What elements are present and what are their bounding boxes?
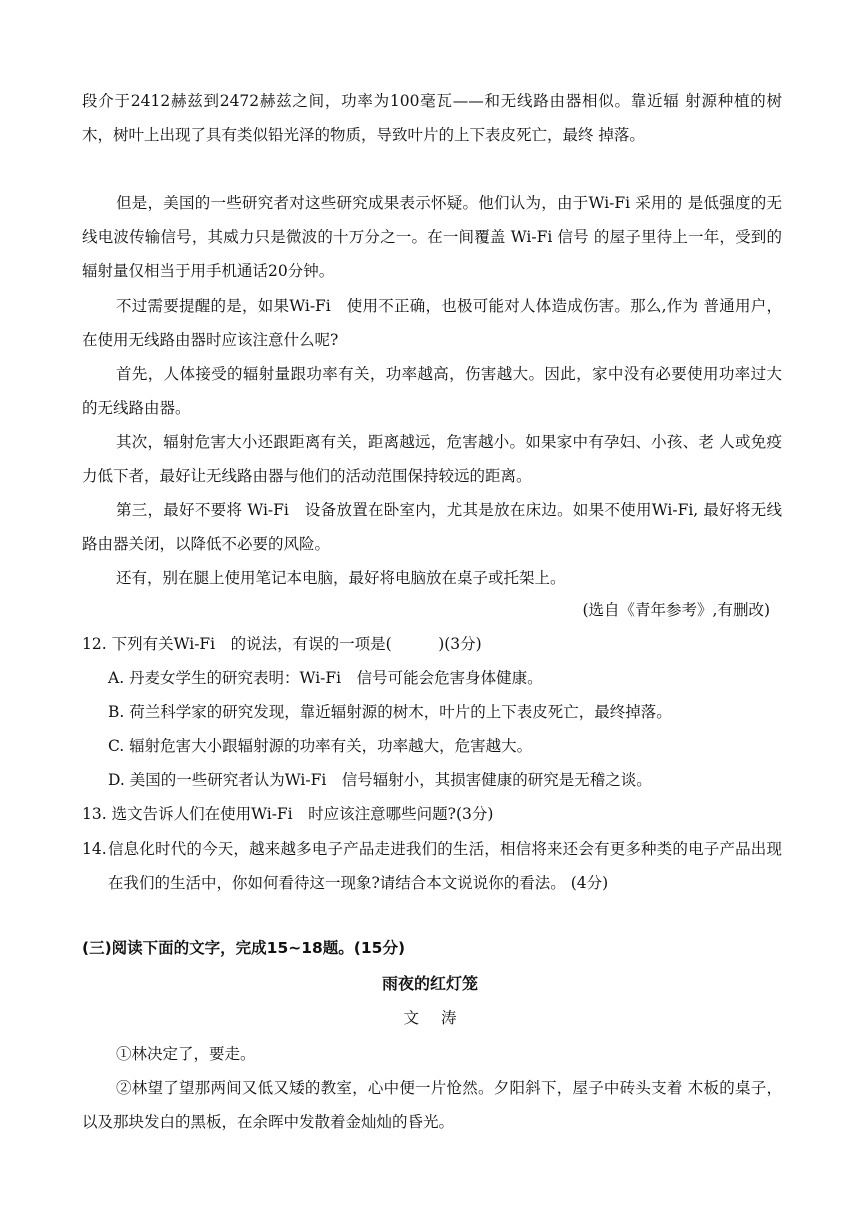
question-12: 12. 下列有关Wi-Fi 的说法，有误的一项是( )(3分) — [82, 635, 482, 653]
question-14-text: 信息化时代的今天，越来越多电子产品走进我们的生活，相信将来还会有更多种类的电子产品出现在我们的生活中，你如何看待这一现象?请结合本文说说你的看法。 (4分) — [108, 840, 782, 892]
article-paragraph-5: 其次，辐射危害大小还跟距离有关，距离越远，危害越小。如果家中有孕妇、小孩、老 人或免疫力低下者，最好让无线路由器与他们的活动范围保持较远的距离。 — [82, 433, 782, 485]
section-3-heading: (三)阅读下面的文字，完成15~18题。(15分) — [82, 939, 406, 957]
question-14-number: 14. — [82, 840, 107, 858]
story-title: 雨夜的红灯笼 — [381, 974, 478, 993]
article-paragraph-2: 但是，美国的一些研究者对这些研究成果表示怀疑。他们认为，由于Wi-Fi 采用的 是低强度的无线电波传输信号，其威力只是微波的十万分之一。在一间覆盖 Wi-Fi 信号 的屋子里待上一年，受到的辐射量仅相当于用手机通话20分钟。 — [82, 194, 782, 280]
question-12-option-b: B. 荷兰科学家的研究发现，靠近辐射源的树木，叶片的上下表皮死亡，最终掉落。 — [108, 703, 672, 721]
question-12-option-a: A. 丹麦女学生的研究表明：Wi-Fi 信号可能会危害身体健康。 — [108, 669, 543, 687]
story-paragraph-1: ①林决定了，要走。 — [116, 1045, 256, 1063]
article-paragraph-4: 首先，人体接受的辐射量跟功率有关，功率越高，伤害越大。因此，家中没有必要使用功率过大的无线路由器。 — [82, 365, 782, 417]
question-12-option-c: C. 辐射危害大小跟辐射源的功率有关，功率越大，危害越大。 — [108, 737, 533, 755]
article-source: (选自《青年参考》,有删改) — [582, 601, 770, 619]
article-paragraph-7: 还有，别在腿上使用笔记本电脑，最好将电脑放在桌子或托架上。 — [116, 569, 566, 587]
article-paragraph-1: 段介于2412赫兹到2472赫兹之间，功率为100毫瓦——和无线路由器相似。靠近辐 射源种植的树木，树叶上出现了具有类似铅光泽的物质，导致叶片的上下表皮死亡，最终 掉落。 — [82, 92, 782, 144]
question-14 — [82, 832, 782, 900]
story-paragraph-2: ②林望了望那两间又低又矮的教室，心中便一片怆然。夕阳斜下，屋子中砖头支着 木板的桌子，以及那块发白的黑板，在余晖中发散着金灿灿的昏光。 — [82, 1079, 782, 1131]
question-12-option-d: D. 美国的一些研究者认为Wi-Fi 信号辐射小，其损害健康的研究是无稽之谈。 — [108, 771, 652, 789]
article-paragraph-3: 不过需要提醒的是，如果Wi-Fi 使用不正确，也极可能对人体造成伤害。那么,作为 普通用户，在使用无线路由器时应该注意什么呢? — [82, 297, 782, 349]
article-paragraph-6: 第三，最好不要将 Wi-Fi 设备放置在卧室内，尤其是放在床边。如果不使用Wi-Fi, 最好将无线路由器关闭，以降低不必要的风险。 — [82, 501, 782, 553]
story-author: 文涛 — [403, 1009, 479, 1027]
question-13: 13. 选文告诉人们在使用Wi-Fi 时应该注意哪些问题?(3分) — [82, 805, 494, 823]
